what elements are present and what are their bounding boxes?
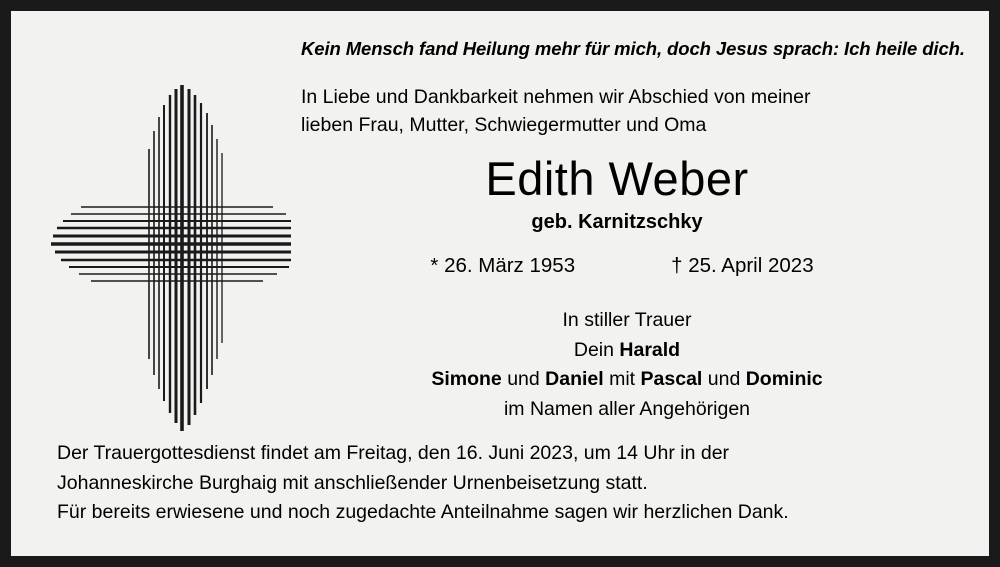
obituary-content [301,37,973,425]
service-line-1: Der Trauergottesdienst findet am Freitag, den 16. Juni 2023, um 14 Uhr in der [57,442,730,465]
obituary-inner [11,11,989,556]
mourner-conj-1: und [501,368,546,391]
service-line-2: Johanneskirche Burghaig mit anschließender Urnenbeisetzung statt. [57,471,648,494]
mourner-name-daniel: Daniel [545,368,604,391]
maiden-name: geb. Karnitzschky [531,211,703,234]
mourners-block [301,306,973,425]
deceased-name: Edith Weber [485,152,749,206]
death-date: † 25. April 2023 [671,254,814,278]
mourner-prefix: Dein [573,338,620,361]
mourner-name-pascal: Pascal [640,368,703,391]
service-line-3: Für bereits erwiesene und noch zugedachte Anteilnahme sagen wir herzlichen Dank. [57,501,789,524]
mourner-name-simone: Simone [431,368,502,391]
life-dates [301,254,973,278]
mourner-name-dominic: Dominic [745,368,823,391]
mourner-name-harald: Harald [619,338,681,361]
mourner-line-3: im Namen aller Angehörigen [503,397,751,420]
service-details [57,439,967,528]
mourner-line-1 [301,336,953,366]
birth-date: * 26. März 1953 [430,254,576,278]
mourning-header: In stiller Trauer [562,309,692,332]
intro-text [301,84,973,139]
intro-line-2: lieben Frau, Mutter, Schwiegermutter und Oma [301,113,707,136]
mourner-line-2 [301,365,953,395]
intro-line-1: In Liebe und Dankbarkeit nehmen wir Abschied von meiner [301,85,811,108]
mourner-conj-2: mit [603,368,641,391]
verse-text: Kein Mensch fand Heilung mehr für mich, doch Jesus sprach: Ich heile dich. [301,38,965,59]
cross-icon [41,57,291,437]
mourner-conj-3: und [702,368,746,391]
